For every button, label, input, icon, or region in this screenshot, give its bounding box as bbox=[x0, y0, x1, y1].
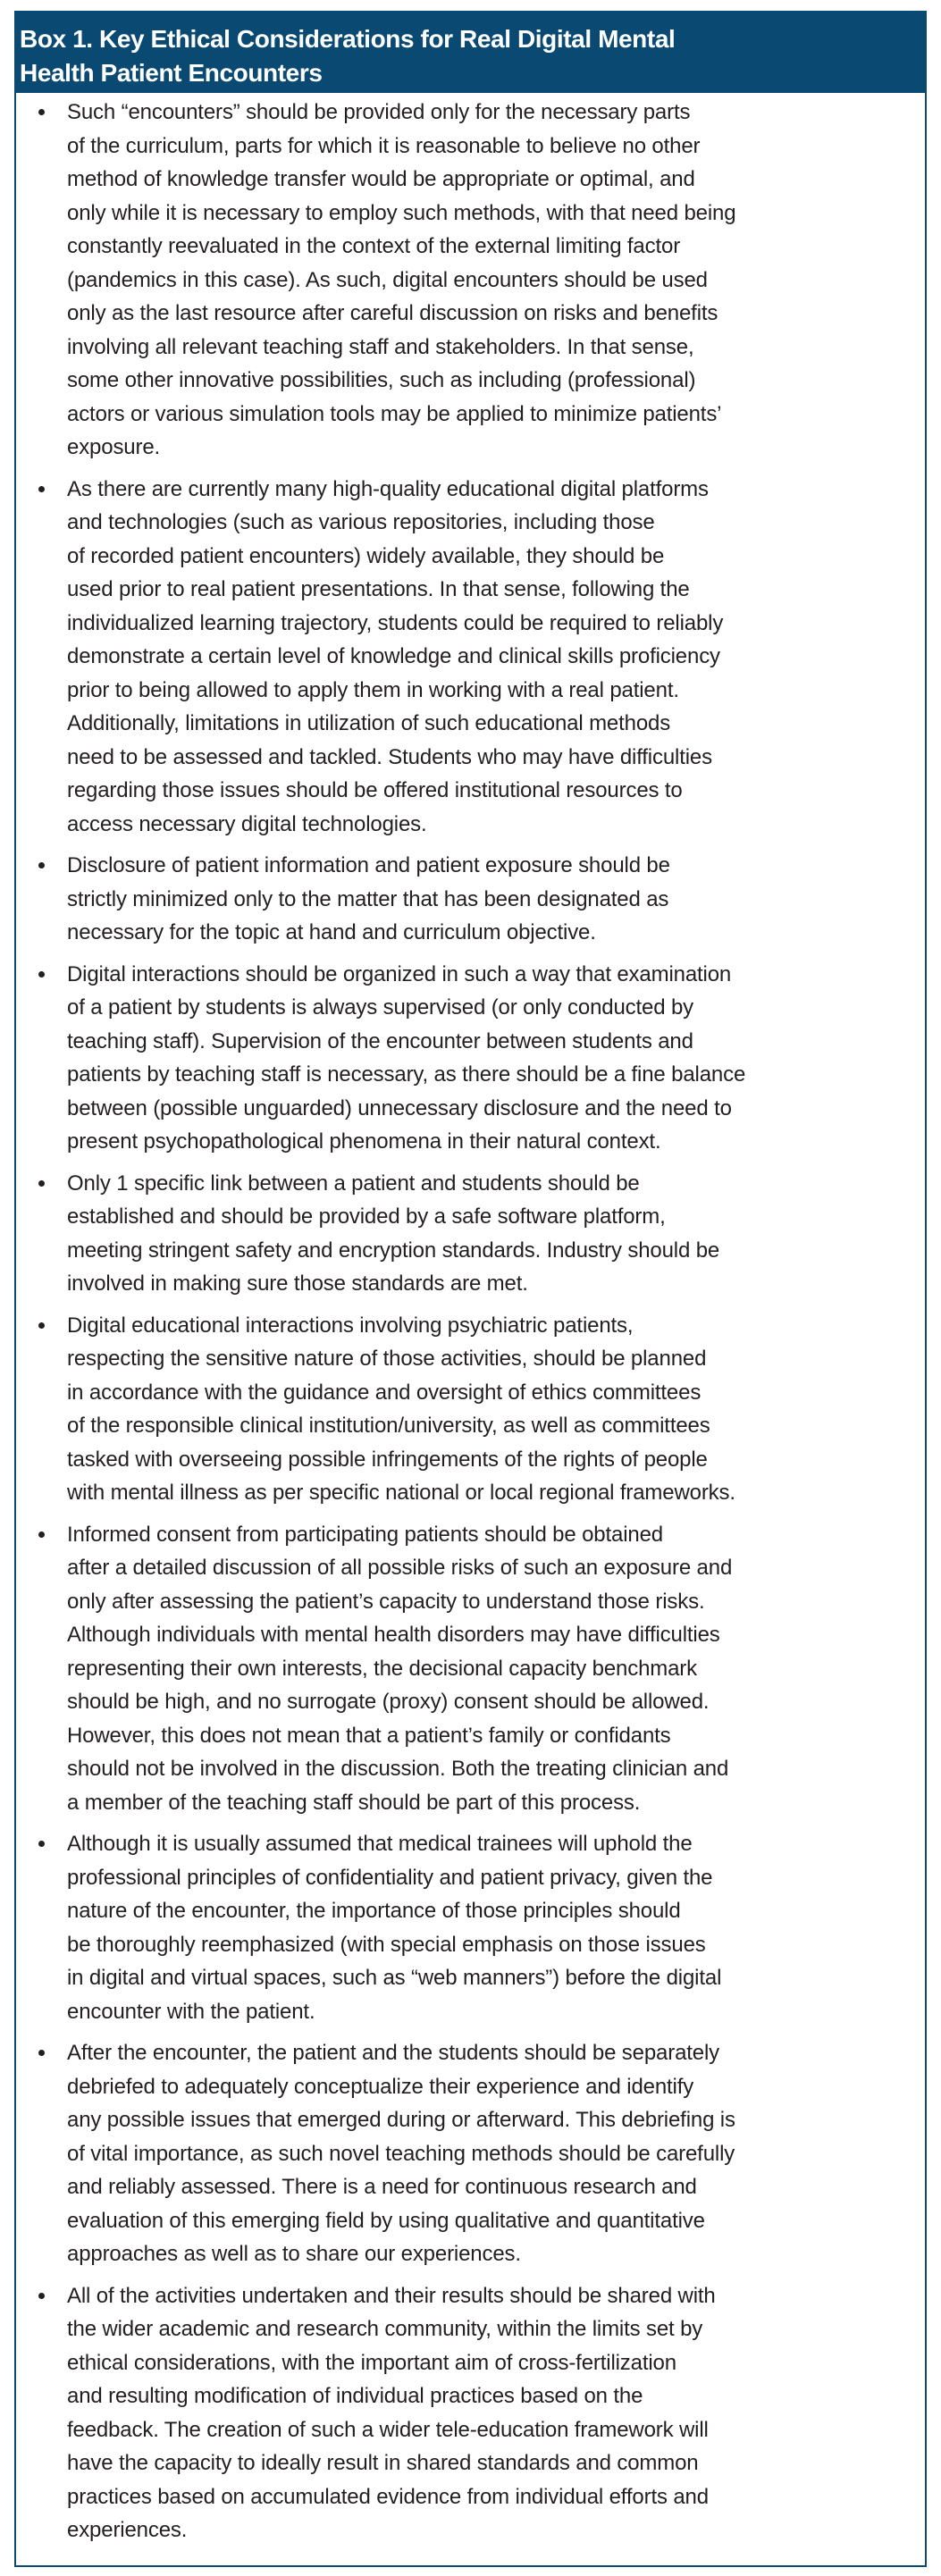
bullet-text-line: strictly minimized only to the matter that has been designated as bbox=[67, 886, 669, 911]
bullet-text-line: and technologies (such as various repositories, including those bbox=[67, 510, 655, 534]
bullet-text-line: should not be involved in the discussion. Both the treating clinician and bbox=[67, 1757, 729, 1781]
bullet-dot-icon bbox=[38, 1841, 45, 1847]
bullet-text-line: Additionally, limitations in utilization of such educational methods bbox=[67, 711, 671, 735]
bullet-text-line: established and should be provided by a safe software platform, bbox=[67, 1204, 666, 1229]
bullet-text-line: representing their own interests, the decisional capacity benchmark bbox=[67, 1656, 697, 1681]
bullet-list bbox=[16, 93, 925, 2547]
bullet-text-line: exposure. bbox=[67, 435, 161, 459]
bullet-text-line: evaluation of this emerging field by using qualitative and quantitative bbox=[67, 2208, 705, 2233]
bullet-text-line: demonstrate a certain level of knowledge and clinical skills proficiency bbox=[67, 644, 720, 668]
bullet-dot-icon bbox=[38, 2050, 45, 2056]
box-title-line: Box 1. Key Ethical Considerations for Real Digital Mental bbox=[20, 25, 676, 53]
bullet-text-line: with mental illness as per specific national or local regional frameworks. bbox=[67, 1481, 735, 1505]
bullet-text-line: used prior to real patient presentations. In that sense, following the bbox=[67, 577, 690, 601]
bullet-text-line: access necessary digital technologies. bbox=[67, 811, 427, 836]
bullet-text-line: involving all relevant teaching staff and stakeholders. In that sense, bbox=[67, 334, 694, 359]
bullet-text-line: ethical considerations, with the important aim of cross-fertilization bbox=[67, 2350, 676, 2375]
bullet-text-line: (pandemics in this case). As such, digital encounters should be used bbox=[67, 267, 708, 292]
bullet-text-line: only after assessing the patient’s capacity to understand those risks. bbox=[67, 1589, 705, 1614]
bullet-item bbox=[16, 1518, 925, 1820]
bullet-text-line: present psychopathological phenomena in their natural context. bbox=[67, 1129, 661, 1154]
bullet-text-line: Disclosure of patient information and patient exposure should be bbox=[67, 853, 670, 877]
bullet-text-line: only while it is necessary to employ such methods, with that need being bbox=[67, 200, 736, 225]
bullet-dot-icon bbox=[38, 1322, 45, 1329]
bullet-text-line: of recorded patient encounters) widely available, they should be bbox=[67, 543, 665, 568]
bullet-text-line: method of knowledge transfer would be appropriate or optimal, and bbox=[67, 167, 695, 191]
bullet-dot-icon bbox=[38, 971, 45, 978]
bullet-text-line: Although it is usually assumed that medical trainees will uphold the bbox=[67, 1832, 693, 1856]
bullet-text-line: patients by teaching staff is necessary, as there should be a fine balance bbox=[67, 1062, 746, 1087]
bullet-text-line: need to be assessed and tackled. Students who may have difficulties bbox=[67, 744, 712, 769]
bullet-text-line: nature of the encounter, the importance of those principles should bbox=[67, 1899, 681, 1923]
bullet-text-line: debriefed to adequately conceptualize their experience and identify bbox=[67, 2074, 694, 2099]
bullet-text-line: between (possible unguarded) unnecessary disclosure and the need to bbox=[67, 1095, 732, 1120]
bullet-dot-icon bbox=[38, 1531, 45, 1538]
bullet-text-line: have the capacity to ideally result in shared standards and common bbox=[67, 2451, 699, 2475]
bullet-text-line: meeting stringent safety and encryption standards. Industry should be bbox=[67, 1238, 720, 1263]
bullet-text-line: involved in making sure those standards are met. bbox=[67, 1271, 528, 1296]
bullet-text-line: be thoroughly reemphasized (with special emphasis on those issues bbox=[67, 1932, 706, 1957]
bullet-text-line: Although individuals with mental health disorders may have difficulties bbox=[67, 1623, 720, 1647]
bullet-text-line: Only 1 specific link between a patient and students should be bbox=[67, 1171, 640, 1196]
bullet-text-line: Digital educational interactions involving psychiatric patients, bbox=[67, 1313, 634, 1338]
box-title bbox=[16, 13, 925, 93]
bullet-item bbox=[16, 2036, 925, 2271]
bullet-text-line: in accordance with the guidance and oversight of ethics committees bbox=[67, 1380, 702, 1405]
bullet-dot-icon bbox=[38, 109, 45, 115]
bullet-text-line: Digital interactions should be organized in such a way that examination bbox=[67, 961, 732, 986]
bullet-text-line: of vital importance, as such novel teaching methods should be carefully bbox=[67, 2141, 735, 2166]
bullet-item bbox=[16, 2279, 925, 2547]
bullet-text-line: professional principles of confidentiality and patient privacy, given the bbox=[67, 1865, 713, 1890]
bullet-text-line: any possible issues that emerged during or afterward. This debriefing is bbox=[67, 2108, 735, 2132]
bullet-text-line: of the curriculum, parts for which it is reasonable to believe no other bbox=[67, 133, 701, 158]
bullet-text-line: the wider academic and research community, within the limits set by bbox=[67, 2317, 703, 2341]
bullet-text-line: respecting the sensitive nature of those activities, should be planned bbox=[67, 1347, 707, 1371]
bullet-text-line: tasked with overseeing possible infringements of the rights of people bbox=[67, 1447, 708, 1472]
bullet-text-line: teaching staff). Supervision of the encounter between students and bbox=[67, 1028, 693, 1053]
bullet-text-line: practices based on accumulated evidence from individual efforts and bbox=[67, 2484, 709, 2509]
bullet-text-line: Such “encounters” should be provided only for the necessary parts bbox=[67, 100, 691, 124]
box-title-line: Health Patient Encounters bbox=[20, 59, 323, 87]
ethics-box bbox=[14, 11, 927, 2567]
bullet-text-line: After the encounter, the patient and the students should be separately bbox=[67, 2041, 720, 2065]
bullet-text-line: of the responsible clinical institution/university, as well as committees bbox=[67, 1414, 710, 1438]
bullet-item bbox=[16, 473, 925, 842]
bullet-item bbox=[16, 958, 925, 1159]
bullet-text-line: a member of the teaching staff should be part of this process. bbox=[67, 1790, 641, 1815]
bullet-text-line: of a patient by students is always supervised (or only conducted by bbox=[67, 995, 694, 1019]
bullet-text-line: prior to being allowed to apply them in working with a real patient. bbox=[67, 677, 679, 702]
bullet-text-line: after a detailed discussion of all possible risks of such an exposure and bbox=[67, 1556, 733, 1580]
bullet-text-line: approaches as well as to share our experiences. bbox=[67, 2242, 521, 2266]
bullet-dot-icon bbox=[38, 486, 45, 492]
bullet-text-line: should be high, and no surrogate (proxy) consent should be allowed. bbox=[67, 1690, 710, 1714]
bullet-text-line: individualized learning trajectory, students could be required to reliably bbox=[67, 610, 724, 635]
bullet-text-line: Informed consent from participating patients should be obtained bbox=[67, 1522, 663, 1547]
bullet-item bbox=[16, 1309, 925, 1510]
bullet-text-line: All of the activities undertaken and their results should be shared with bbox=[67, 2283, 716, 2308]
bullet-text-line: constantly reevaluated in the context of the external limiting factor bbox=[67, 234, 681, 258]
bullet-dot-icon bbox=[38, 862, 45, 868]
bullet-item bbox=[16, 1827, 925, 2028]
bullet-text-line: necessary for the topic at hand and curriculum objective. bbox=[67, 920, 596, 944]
bullet-text-line: only as the last resource after careful discussion on risks and benefits bbox=[67, 301, 718, 325]
bullet-text-line: some other innovative possibilities, such as including (professional) bbox=[67, 368, 696, 392]
bullet-item bbox=[16, 1167, 925, 1301]
bullet-text-line: and reliably assessed. There is a need for continuous research and bbox=[67, 2175, 697, 2199]
bullet-text-line: experiences. bbox=[67, 2518, 188, 2542]
bullet-text-line: encounter with the patient. bbox=[67, 1999, 315, 2024]
bullet-text-line: As there are currently many high-quality educational digital platforms bbox=[67, 476, 709, 501]
bullet-text-line: feedback. The creation of such a wider tele-education framework will bbox=[67, 2417, 709, 2442]
bullet-dot-icon bbox=[38, 2293, 45, 2299]
bullet-item bbox=[16, 96, 925, 465]
bullet-text-line: However, this does not mean that a patient’s family or confidants bbox=[67, 1723, 671, 1748]
bullet-text-line: in digital and virtual spaces, such as “web manners”) before the digital bbox=[67, 1966, 722, 1990]
bullet-text-line: regarding those issues should be offered institutional resources to bbox=[67, 778, 683, 802]
bullet-item bbox=[16, 849, 925, 950]
bullet-text-line: actors or various simulation tools may be applied to minimize patients’ bbox=[67, 401, 722, 426]
bullet-text-line: and resulting modification of individual practices based on the bbox=[67, 2384, 643, 2408]
bullet-dot-icon bbox=[38, 1180, 45, 1187]
